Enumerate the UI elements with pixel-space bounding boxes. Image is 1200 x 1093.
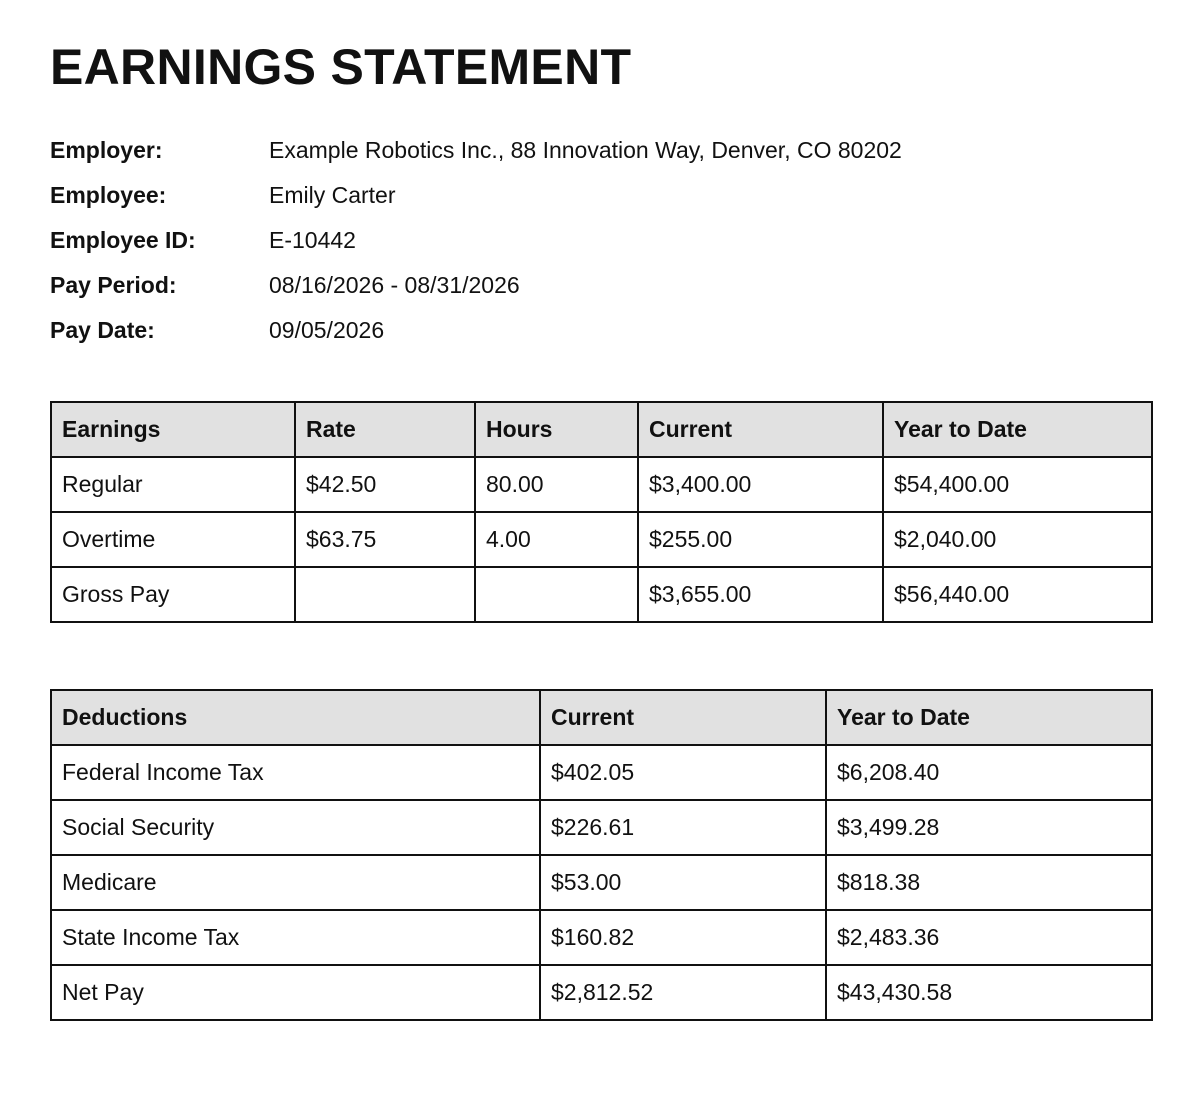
table-cell: Gross Pay bbox=[51, 567, 295, 622]
table-cell: $402.05 bbox=[540, 745, 826, 800]
info-label: Pay Period: bbox=[50, 272, 177, 298]
earnings-table bbox=[50, 401, 1153, 623]
table-cell: Net Pay bbox=[51, 965, 540, 1020]
table-row bbox=[51, 512, 1152, 567]
table-row bbox=[51, 567, 1152, 622]
info-row-employee-id bbox=[50, 218, 1151, 263]
table-row bbox=[51, 965, 1152, 1020]
table-cell: $226.61 bbox=[540, 800, 826, 855]
info-label: Employer: bbox=[50, 137, 163, 163]
table-header-row bbox=[51, 690, 1152, 745]
column-header-rate: Rate bbox=[295, 402, 475, 457]
info-row-pay-period bbox=[50, 263, 1151, 308]
table-cell: $53.00 bbox=[540, 855, 826, 910]
table-cell: $3,499.28 bbox=[826, 800, 1152, 855]
statement-info bbox=[50, 128, 1151, 353]
info-row-employer bbox=[50, 128, 1151, 173]
column-header-year-to-date: Year to Date bbox=[826, 690, 1152, 745]
table-cell: $2,483.36 bbox=[826, 910, 1152, 965]
table-cell bbox=[295, 567, 475, 622]
table-cell: Overtime bbox=[51, 512, 295, 567]
table-cell: State Income Tax bbox=[51, 910, 540, 965]
deductions-table bbox=[50, 689, 1153, 1021]
table-cell: $3,400.00 bbox=[638, 457, 883, 512]
column-header-current: Current bbox=[540, 690, 826, 745]
info-label: Pay Date: bbox=[50, 317, 155, 343]
table-row bbox=[51, 457, 1152, 512]
table-cell: $3,655.00 bbox=[638, 567, 883, 622]
table-cell: Federal Income Tax bbox=[51, 745, 540, 800]
info-value: Emily Carter bbox=[269, 182, 396, 208]
earnings-statement bbox=[50, 36, 1151, 1021]
info-label: Employee ID: bbox=[50, 227, 196, 253]
page-title: EARNINGS STATEMENT bbox=[50, 39, 632, 95]
column-header-earnings: Earnings bbox=[51, 402, 295, 457]
info-row-employee bbox=[50, 173, 1151, 218]
table-cell: $6,208.40 bbox=[826, 745, 1152, 800]
info-row-pay-date bbox=[50, 308, 1151, 353]
table-cell: Regular bbox=[51, 457, 295, 512]
info-value: 08/16/2026 - 08/31/2026 bbox=[269, 272, 520, 298]
info-value: E-10442 bbox=[269, 227, 356, 253]
table-cell: $63.75 bbox=[295, 512, 475, 567]
table-cell: $56,440.00 bbox=[883, 567, 1152, 622]
table-cell: Social Security bbox=[51, 800, 540, 855]
table-cell: 4.00 bbox=[475, 512, 638, 567]
table-row bbox=[51, 855, 1152, 910]
table-cell: $54,400.00 bbox=[883, 457, 1152, 512]
table-cell bbox=[475, 567, 638, 622]
column-header-current: Current bbox=[638, 402, 883, 457]
table-row bbox=[51, 745, 1152, 800]
info-label: Employee: bbox=[50, 182, 167, 208]
column-header-hours: Hours bbox=[475, 402, 638, 457]
table-cell: $818.38 bbox=[826, 855, 1152, 910]
column-header-year-to-date: Year to Date bbox=[883, 402, 1152, 457]
info-value: Example Robotics Inc., 88 Innovation Way, Denver, CO 80202 bbox=[269, 137, 902, 163]
info-value: 09/05/2026 bbox=[269, 317, 385, 343]
column-header-deductions: Deductions bbox=[51, 690, 540, 745]
table-header-row bbox=[51, 402, 1152, 457]
table-row bbox=[51, 910, 1152, 965]
table-cell: $2,812.52 bbox=[540, 965, 826, 1020]
table-cell: $43,430.58 bbox=[826, 965, 1152, 1020]
table-cell: $2,040.00 bbox=[883, 512, 1152, 567]
table-cell: Medicare bbox=[51, 855, 540, 910]
table-cell: $255.00 bbox=[638, 512, 883, 567]
table-cell: $42.50 bbox=[295, 457, 475, 512]
table-row bbox=[51, 800, 1152, 855]
table-cell: $160.82 bbox=[540, 910, 826, 965]
table-cell: 80.00 bbox=[475, 457, 638, 512]
